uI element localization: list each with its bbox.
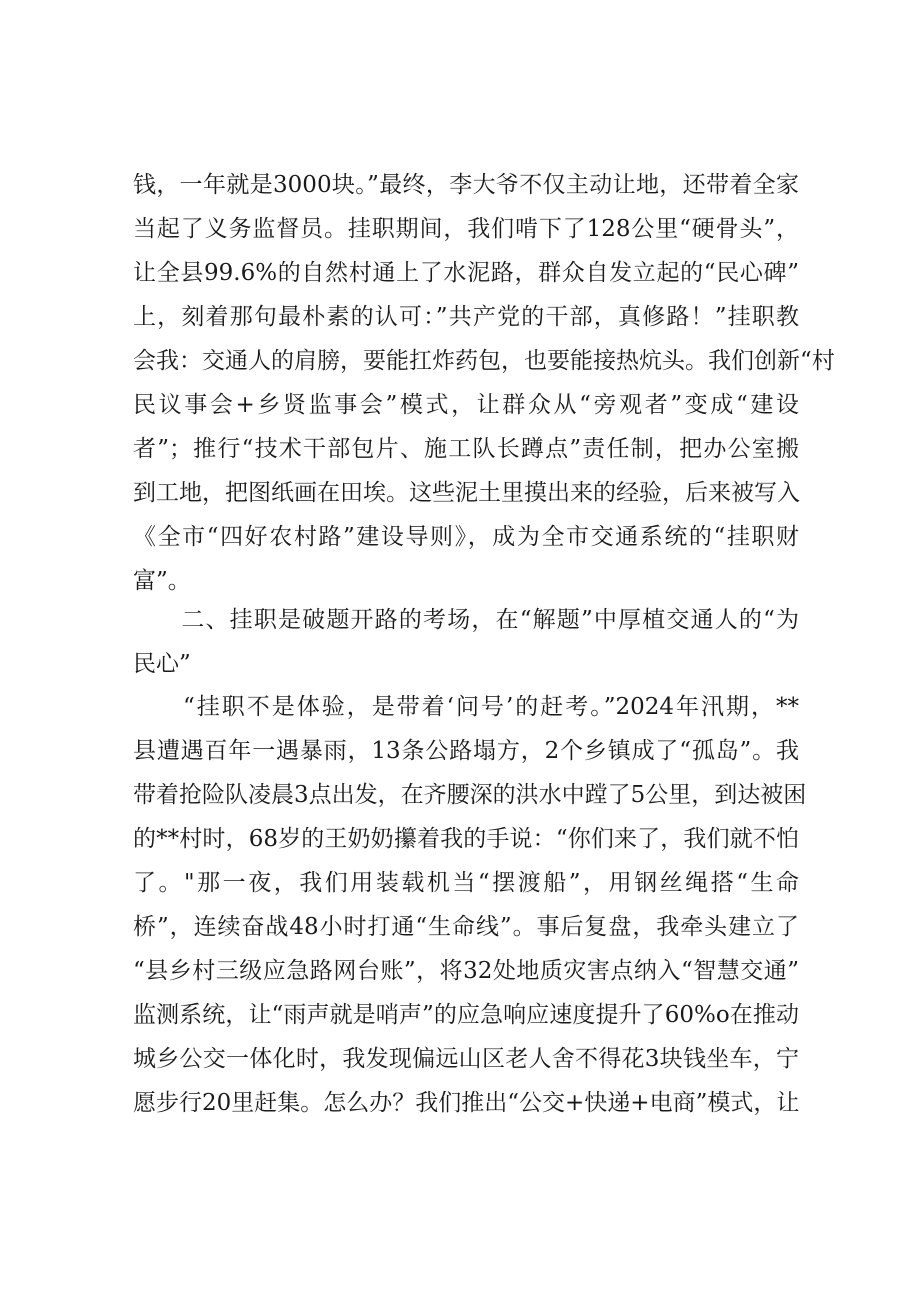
text-line: 钱，一年就是3000块。”最终，李大爷不仅主动让地，还带着全家 — [133, 172, 799, 198]
text-line: 监测系统，让“雨声就是哨声”的应急响应速度提升了60%o在推动 — [133, 1002, 799, 1028]
text-line: 到工地，把图纸画在田埃。这些泥土里摸出来的经验，后来被写入 — [133, 480, 800, 506]
heading-line: 二、挂职是破题开路的考场，在“解题”中厚植交通人的“为 — [133, 607, 799, 633]
text-line: 的**村时，68岁的王奶奶攥着我的手说：“你们来了，我们就不怕 — [133, 826, 799, 852]
text-line: 上，刻着那句最朴素的认可：”共产党的干部，真修路！”挂职教 — [133, 304, 799, 330]
text-line: 当起了义务监督员。挂职期间，我们啃下了128公里“硬骨头”， — [133, 216, 799, 242]
text-line: “县乡村三级应急路网台账”，将32处地质灾害点纳入“智慧交通” — [133, 958, 799, 984]
text-line: 民议事会+乡贤监事会”模式，让群众从“旁观者”变成“建设 — [133, 392, 799, 418]
text-line: 富”。 — [133, 568, 191, 594]
text-line: 城乡公交一体化时，我发现偏远山区老人舍不得花3块钱坐车，宁 — [133, 1046, 799, 1072]
text-line: 《全市“四好农村路”建设导则》，成为全市交通系统的“挂职财 — [133, 524, 799, 550]
text-line: 愿步行20里赶集。怎么办？我们推出“公交+快递+电商”模式，让 — [133, 1090, 800, 1116]
text-line: 让全县99.6%的自然村通上了水泥路，群众自发立起的“民心碑” — [133, 260, 799, 286]
paragraph-rural-roads — [133, 163, 835, 603]
text-line: 会我：交通人的肩膀，要能扛炸药包，也要能接热炕头。我们创新“村 — [133, 348, 835, 374]
text-line: 带着抢险队凌晨3点出发，在齐腰深的洪水中蹚了5公里，到达被困 — [133, 782, 807, 808]
text-line: 桥”，连续奋战48小时打通“生命线”。事后复盘，我牵头建立了 — [133, 914, 799, 940]
text-line: “挂职不是体验，是带着‘问号’的赶考。”2024年汛期，** — [133, 694, 799, 720]
text-line: 者”；推行“技术干部包片、施工队长蹲点”责任制，把办公室搬 — [133, 436, 799, 462]
paragraph-flood-response — [133, 685, 807, 1125]
section-heading — [133, 598, 799, 686]
heading-line: 民心” — [133, 651, 191, 677]
text-line: 了。"那一夜，我们用装载机当“摆渡船”，用钢丝绳搭“生命 — [133, 870, 799, 896]
text-line: 县遭遇百年一遇暴雨，13条公路塌方，2个乡镇成了“孤岛”。我 — [133, 738, 799, 764]
